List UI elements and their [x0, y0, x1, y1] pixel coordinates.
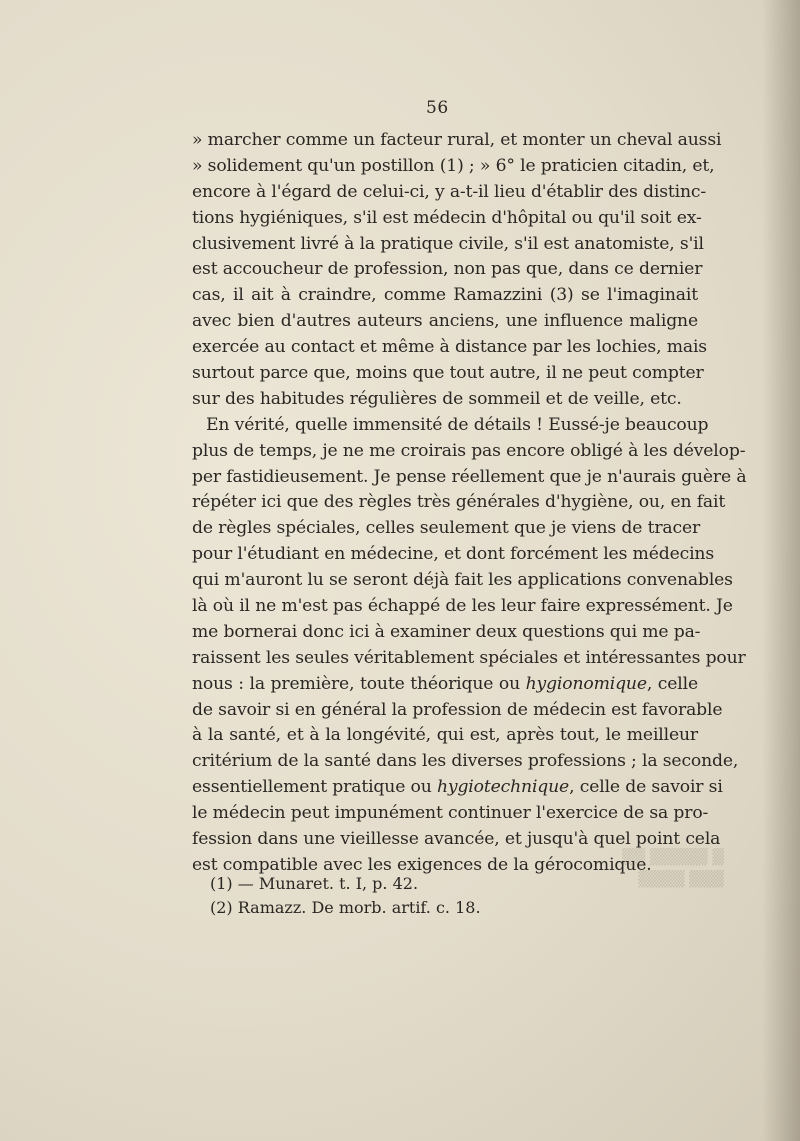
text-line: surtout parce que, moins que tout autre, il ne peut compter	[192, 363, 704, 384]
text-line: là où il ne m'est pas échappé de les leur faire expressément. Je	[192, 596, 733, 617]
text-line: encore à l'égard de celui-ci, y a-t-il lieu d'établir des distinc-	[192, 181, 707, 202]
show-through-bleed: ▒ ▒▒▒▒▒ ▒▒ ▒▒▒ ▒▒▒▒	[622, 848, 724, 888]
text-line: le médecin peut impunément continuer l'exercice de sa pro-	[192, 803, 709, 824]
text-line: est compatible avec les exigences de la gérocomique.	[192, 854, 652, 875]
text-line: per fastidieusement. Je pense réellement que je n'aurais guère à	[192, 466, 747, 487]
text-line: tions hygiéniques, s'il est médecin d'hôpital ou qu'il soit ex-	[192, 207, 702, 228]
footnote: (1) — Munaret. t. I, p. 42.	[210, 874, 419, 893]
text-line: est accoucheur de profession, non pas que, dans ce dernier	[192, 259, 703, 280]
footnotes	[210, 872, 610, 920]
footnote: (2) Ramazz. De morb. artif. c. 18.	[210, 898, 481, 917]
text-line: de savoir si en général la profession de médecin est favorable	[192, 699, 723, 720]
page-number: 56	[426, 98, 449, 118]
text-line: exercée au contact et même à distance par les lochies, mais	[192, 337, 707, 358]
text-line: » solidement qu'un postillon (1) ; » 6° le praticien citadin, et,	[192, 155, 715, 176]
text-line: avec bien d'autres auteurs anciens, une influence maligne	[192, 311, 698, 332]
text-line: me bornerai donc ici à examiner deux questions qui me pa-	[192, 621, 701, 642]
text-line: cas, il ait à craindre, comme Ramazzini (3) se l'imaginait	[192, 285, 698, 306]
text-line: de règles spéciales, celles seulement que je viens de tracer	[192, 518, 701, 539]
text-line: essentiellement pratique ou hygiotechnique, celle de savoir si	[192, 777, 723, 798]
text-line: clusivement livré à la pratique civile, s'il est anatomiste, s'il	[192, 233, 704, 254]
body-text	[192, 128, 747, 879]
text-line: nous : la première, toute théorique ou hygionomique, celle	[192, 673, 698, 694]
text-line: répéter ici que des règles très générales d'hygiène, ou, en fait	[192, 492, 726, 513]
text-line: En vérité, quelle immensité de détails ! Eussé-je beaucoup	[206, 414, 709, 435]
text-line: plus de temps, je ne me croirais pas encore obligé à les dévelop-	[192, 440, 746, 461]
text-line: sur des habitudes régulières de sommeil et de veille, etc.	[192, 388, 682, 409]
text-line: pour l'étudiant en médecine, et dont forcément les médecins	[192, 544, 715, 565]
italic-term: hygiotechnique	[436, 777, 570, 798]
text-line: raissent les seules véritablement spéciales et intéressantes pour	[192, 647, 746, 668]
text-line: qui m'auront lu se seront déjà fait les applications convenables	[192, 570, 733, 591]
text-line: fession dans une vieillesse avancée, et jusqu'à quel point cela	[192, 829, 721, 850]
text-line: critérium de la santé dans les diverses professions ; la seconde,	[192, 751, 739, 772]
text-line: » marcher comme un facteur rural, et monter un cheval aussi	[192, 130, 722, 150]
text-line: à la santé, et à la longévité, qui est, après tout, le meilleur	[192, 725, 698, 746]
italic-term: hygionomique	[525, 673, 647, 694]
